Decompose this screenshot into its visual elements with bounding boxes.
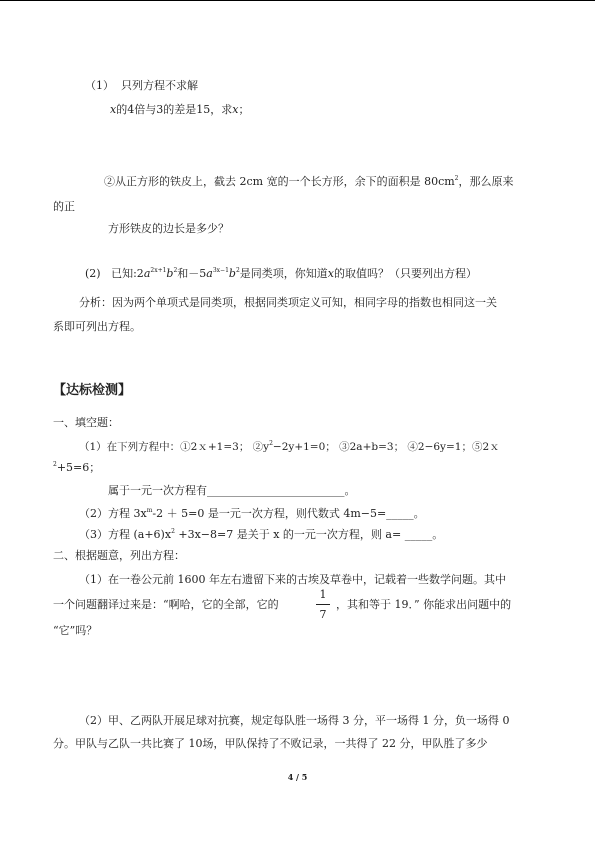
equation-q2-line1: （2）甲、乙两队开展足球对抗赛，规定每队胜一场得 3 分，平一场得 1 分，负一场得 0 bbox=[79, 714, 510, 727]
fraction-numerator: 1 bbox=[319, 588, 327, 601]
fraction-bar bbox=[316, 604, 330, 605]
fill-q2: （2）方程 $3x^m-2 + 5=0$ 是一元一次方程，则代数式 4m−5=_____。 bbox=[79, 507, 425, 520]
question2-line2: 的正 bbox=[53, 200, 75, 213]
analysis-line2: 系即可列出方程。 bbox=[53, 320, 141, 333]
question2-line1: ②从正方形的铁皮上，截去 2cm 宽的一个长方形，余下的面积是 $80cm^2$，那么原来 bbox=[104, 175, 514, 188]
fill-heading: 一、填空题： bbox=[53, 416, 119, 429]
fill-q1-line3: 属于一元一次方程有_________________________。 bbox=[108, 484, 356, 497]
equation-q1-line2-pre: 一个问题翻译过来是：“啊哈，它的全部，它的 bbox=[53, 598, 279, 611]
question2-line3: 方形铁皮的边长是多少？ bbox=[108, 222, 229, 235]
item1-line: （1） 只列方程不求解 bbox=[85, 79, 198, 92]
equation-q1-line1: （1）在一卷公元前 1600 年左右遗留下来的古埃及草卷中，记载着一些数学问题。其中 bbox=[79, 573, 506, 586]
fill-q3: （3）方程 $(a+6)x^2 +3x-8=7$ 是关于 x 的一元一次方程，则 a= _____。 bbox=[79, 528, 444, 541]
fraction-denominator: 7 bbox=[319, 608, 327, 621]
fill-q1-line1: （1）在下列方程中：①2ｘ+1=3； $②y^2-2y+1=0$； ③2a+b=3； ④2−6y=1；⑤2ｘ bbox=[79, 440, 500, 453]
fill-q1-line2: $^2$+5=6； bbox=[53, 461, 101, 474]
analysis-line1: 分析：因为两个单项式是同类项，根据同类项定义可知，相同字母的指数也相同这一关 bbox=[79, 296, 497, 309]
page-number: 4 / 5 bbox=[287, 772, 308, 782]
equation-q2-line2: 分。甲队与乙队一共比赛了 10场，甲队保持了不败记录，一共得了 22 分，甲队胜了多少 bbox=[53, 737, 488, 750]
question1-text: x的4倍与3的差是15，求x； bbox=[110, 103, 250, 116]
section-title: 【达标检测】 bbox=[53, 383, 132, 398]
fraction-one-seventh bbox=[316, 588, 330, 621]
equation-q1-line3: “它”吗？ bbox=[53, 624, 98, 637]
page-top-rule bbox=[0, 0, 595, 1]
item2-line: (2) 已知$:2a^{2x+1}b^2$和$-5a^{3x-1}b^2$是同类项，你知道x的取值吗？（只要列出方程） bbox=[85, 267, 477, 280]
equation-q1-line2-post: ，其和等于 19．” 你能求出问题中的 bbox=[336, 598, 512, 611]
equation-heading: 二、根据题意，列出方程： bbox=[53, 549, 185, 562]
